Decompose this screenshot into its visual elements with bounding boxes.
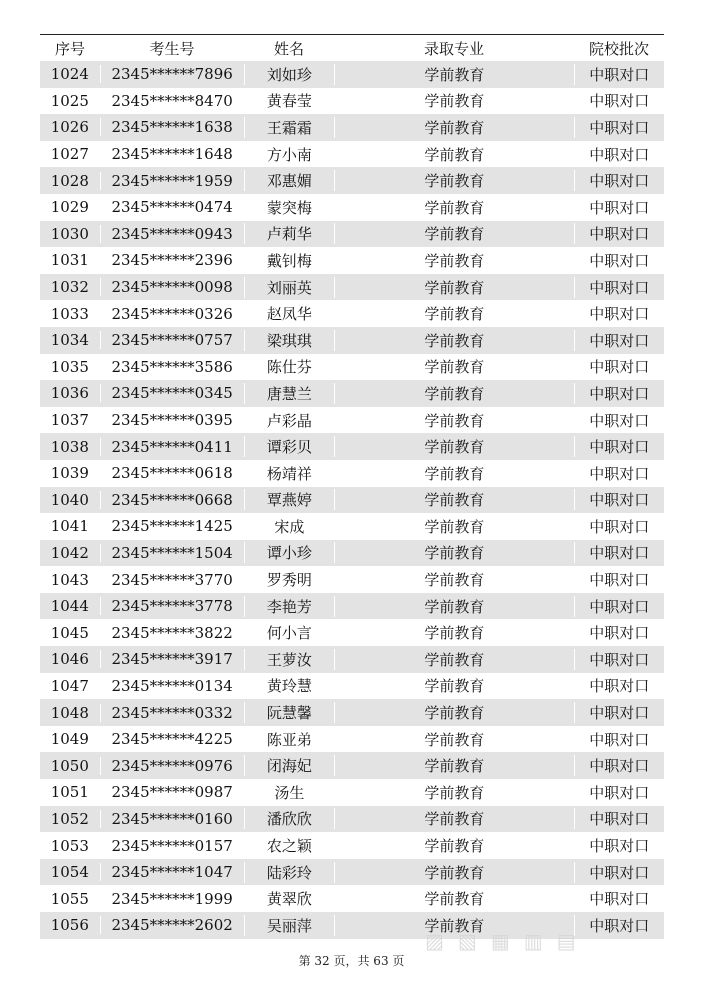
table-row bbox=[40, 407, 664, 434]
cell-name: 黄玲慧 bbox=[244, 675, 334, 696]
cell-exam-id: 2345******3770 bbox=[100, 571, 244, 589]
cell-seq: 1027 bbox=[50, 145, 89, 164]
header-major: 录取专业 bbox=[423, 39, 484, 58]
cell-exam-id: 2345******0411 bbox=[100, 438, 244, 456]
cell-seq: 1044 bbox=[50, 597, 89, 616]
cell-exam-id: 2345******0134 bbox=[100, 677, 244, 695]
cell-name: 陆彩玲 bbox=[244, 862, 334, 883]
table-row bbox=[40, 380, 664, 407]
cell-name: 陈仕芬 bbox=[244, 356, 334, 377]
cell-name: 覃燕婷 bbox=[244, 489, 334, 510]
page-footer: 第 32 页，共 63 页 bbox=[298, 954, 405, 968]
cell-seq: 1037 bbox=[50, 411, 89, 430]
cell-name: 潘欣欣 bbox=[244, 808, 334, 829]
table-row bbox=[40, 673, 664, 700]
cell-batch: 中职对口 bbox=[574, 223, 664, 244]
cell-major: 学前教育 bbox=[334, 436, 573, 457]
table-row bbox=[40, 779, 664, 806]
cell-name: 陈亚弟 bbox=[244, 729, 334, 750]
table-body bbox=[40, 61, 664, 939]
cell-seq: 1055 bbox=[50, 889, 89, 908]
cell-seq: 1025 bbox=[50, 91, 89, 110]
cell-name: 唐慧兰 bbox=[244, 383, 334, 404]
cell-major: 学前教育 bbox=[334, 808, 573, 829]
cell-major: 学前教育 bbox=[334, 702, 573, 723]
cell-major: 学前教育 bbox=[334, 596, 573, 617]
cell-batch: 中职对口 bbox=[574, 649, 664, 670]
cell-major: 学前教育 bbox=[334, 888, 573, 909]
table-row bbox=[40, 540, 664, 567]
cell-exam-id: 2345******0757 bbox=[100, 331, 244, 349]
cell-exam-id: 2345******7896 bbox=[100, 65, 244, 83]
watermark-glyph: ▨ bbox=[425, 929, 446, 953]
table-header-row bbox=[40, 35, 664, 61]
table-row bbox=[40, 726, 664, 753]
cell-major: 学前教育 bbox=[334, 542, 573, 563]
cell-seq: 1034 bbox=[50, 331, 89, 350]
cell-name: 方小南 bbox=[244, 144, 334, 165]
cell-batch: 中职对口 bbox=[574, 489, 664, 510]
cell-exam-id: 2345******0976 bbox=[100, 757, 244, 775]
cell-batch: 中职对口 bbox=[574, 622, 664, 643]
cell-batch: 中职对口 bbox=[574, 356, 664, 377]
cell-exam-id: 2345******8470 bbox=[100, 92, 244, 110]
cell-major: 学前教育 bbox=[334, 675, 573, 696]
watermark-glyph: ▥ bbox=[523, 929, 545, 953]
cell-exam-id: 2345******3822 bbox=[100, 624, 244, 642]
table-row bbox=[40, 619, 664, 646]
cell-name: 谭小珍 bbox=[244, 542, 334, 563]
cell-name: 刘丽英 bbox=[244, 277, 334, 298]
cell-major: 学前教育 bbox=[334, 516, 573, 537]
cell-batch: 中职对口 bbox=[574, 436, 664, 457]
cell-exam-id: 2345******0157 bbox=[100, 837, 244, 855]
cell-batch: 中职对口 bbox=[574, 702, 664, 723]
cell-seq: 1050 bbox=[50, 756, 89, 775]
cell-seq: 1051 bbox=[50, 783, 89, 802]
cell-seq: 1038 bbox=[50, 437, 89, 456]
cell-seq: 1048 bbox=[50, 703, 89, 722]
cell-name: 吴丽萍 bbox=[244, 915, 334, 936]
table-row bbox=[40, 646, 664, 673]
table-row bbox=[40, 460, 664, 487]
cell-seq: 1042 bbox=[50, 543, 89, 562]
cell-seq: 1054 bbox=[50, 863, 89, 882]
table-row bbox=[40, 167, 664, 194]
cell-name: 农之颖 bbox=[244, 835, 334, 856]
cell-batch: 中职对口 bbox=[574, 675, 664, 696]
cell-name: 阮慧馨 bbox=[244, 702, 334, 723]
cell-major: 学前教育 bbox=[334, 835, 573, 856]
cell-seq: 1053 bbox=[50, 836, 89, 855]
watermark-glyph: ▧ bbox=[457, 929, 479, 953]
cell-name: 蒙突梅 bbox=[244, 197, 334, 218]
cell-name: 刘如珍 bbox=[244, 64, 334, 85]
cell-batch: 中职对口 bbox=[574, 64, 664, 85]
cell-exam-id: 2345******0098 bbox=[100, 278, 244, 296]
cell-name: 罗秀明 bbox=[244, 569, 334, 590]
cell-name: 闭海妃 bbox=[244, 755, 334, 776]
cell-exam-id: 2345******0395 bbox=[100, 411, 244, 429]
cell-major: 学前教育 bbox=[334, 622, 573, 643]
cell-exam-id: 2345******1047 bbox=[100, 863, 244, 881]
cell-major: 学前教育 bbox=[334, 223, 573, 244]
header-seq: 序号 bbox=[54, 39, 85, 58]
table-row bbox=[40, 513, 664, 540]
cell-exam-id: 2345******0987 bbox=[100, 783, 244, 801]
cell-name: 戴钊梅 bbox=[244, 250, 334, 271]
table-row bbox=[40, 61, 664, 88]
cell-seq: 1056 bbox=[50, 916, 89, 935]
table-row bbox=[40, 247, 664, 274]
watermark bbox=[425, 928, 665, 954]
cell-batch: 中职对口 bbox=[574, 463, 664, 484]
cell-name: 谭彩贝 bbox=[244, 436, 334, 457]
cell-major: 学前教育 bbox=[334, 330, 573, 351]
table-row bbox=[40, 752, 664, 779]
table-row bbox=[40, 806, 664, 833]
table-row bbox=[40, 221, 664, 248]
cell-major: 学前教育 bbox=[334, 250, 573, 271]
cell-seq: 1030 bbox=[50, 224, 89, 243]
watermark-glyph: ▦ bbox=[490, 929, 512, 953]
cell-major: 学前教育 bbox=[334, 64, 573, 85]
cell-exam-id: 2345******3778 bbox=[100, 597, 244, 615]
header-batch: 院校批次 bbox=[588, 39, 649, 58]
cell-batch: 中职对口 bbox=[574, 808, 664, 829]
cell-exam-id: 2345******0345 bbox=[100, 384, 244, 402]
cell-major: 学前教育 bbox=[334, 197, 573, 218]
cell-seq: 1046 bbox=[50, 650, 89, 669]
cell-major: 学前教育 bbox=[334, 90, 573, 111]
table-row bbox=[40, 274, 664, 301]
cell-batch: 中职对口 bbox=[574, 170, 664, 191]
cell-major: 学前教育 bbox=[334, 277, 573, 298]
table-row bbox=[40, 88, 664, 115]
cell-batch: 中职对口 bbox=[574, 330, 664, 351]
cell-seq: 1024 bbox=[50, 65, 89, 84]
cell-major: 学前教育 bbox=[334, 170, 573, 191]
table-row bbox=[40, 487, 664, 514]
cell-name: 卢莉华 bbox=[244, 223, 334, 244]
cell-batch: 中职对口 bbox=[574, 915, 664, 936]
cell-major: 学前教育 bbox=[334, 729, 573, 750]
cell-seq: 1033 bbox=[50, 304, 89, 323]
cell-batch: 中职对口 bbox=[574, 862, 664, 883]
cell-name: 黄翠欣 bbox=[244, 888, 334, 909]
cell-seq: 1036 bbox=[50, 384, 89, 403]
cell-seq: 1026 bbox=[50, 118, 89, 137]
table-row bbox=[40, 566, 664, 593]
cell-exam-id: 2345******0943 bbox=[100, 225, 244, 243]
cell-batch: 中职对口 bbox=[574, 410, 664, 431]
cell-major: 学前教育 bbox=[334, 410, 573, 431]
table-row bbox=[40, 433, 664, 460]
cell-exam-id: 2345******3586 bbox=[100, 358, 244, 376]
cell-name: 杨靖祥 bbox=[244, 463, 334, 484]
cell-name: 卢彩晶 bbox=[244, 410, 334, 431]
cell-batch: 中职对口 bbox=[574, 250, 664, 271]
cell-batch: 中职对口 bbox=[574, 569, 664, 590]
table-row bbox=[40, 593, 664, 620]
table-row bbox=[40, 194, 664, 221]
cell-exam-id: 2345******1648 bbox=[100, 145, 244, 163]
cell-seq: 1031 bbox=[50, 251, 89, 270]
cell-name: 黄春莹 bbox=[244, 90, 334, 111]
cell-major: 学前教育 bbox=[334, 463, 573, 484]
table-row bbox=[40, 354, 664, 381]
cell-major: 学前教育 bbox=[334, 782, 573, 803]
cell-exam-id: 2345******1959 bbox=[100, 172, 244, 190]
cell-batch: 中职对口 bbox=[574, 835, 664, 856]
table-row bbox=[40, 699, 664, 726]
cell-major: 学前教育 bbox=[334, 915, 573, 936]
cell-exam-id: 2345******0668 bbox=[100, 491, 244, 509]
cell-name: 梁琪琪 bbox=[244, 330, 334, 351]
cell-seq: 1049 bbox=[50, 730, 89, 749]
cell-name: 宋成 bbox=[244, 516, 334, 537]
cell-exam-id: 2345******2396 bbox=[100, 251, 244, 269]
cell-seq: 1028 bbox=[50, 171, 89, 190]
header-exam-id: 考生号 bbox=[149, 39, 195, 58]
cell-batch: 中职对口 bbox=[574, 729, 664, 750]
cell-major: 学前教育 bbox=[334, 569, 573, 590]
cell-batch: 中职对口 bbox=[574, 596, 664, 617]
cell-name: 汤生 bbox=[244, 782, 334, 803]
cell-batch: 中职对口 bbox=[574, 303, 664, 324]
cell-major: 学前教育 bbox=[334, 144, 573, 165]
table-row bbox=[40, 832, 664, 859]
cell-batch: 中职对口 bbox=[574, 277, 664, 298]
cell-seq: 1052 bbox=[50, 809, 89, 828]
table-row bbox=[40, 141, 664, 168]
cell-batch: 中职对口 bbox=[574, 755, 664, 776]
cell-exam-id: 2345******3917 bbox=[100, 650, 244, 668]
cell-exam-id: 2345******1999 bbox=[100, 890, 244, 908]
cell-major: 学前教育 bbox=[334, 117, 573, 138]
cell-exam-id: 2345******1425 bbox=[100, 517, 244, 535]
cell-batch: 中职对口 bbox=[574, 782, 664, 803]
cell-name: 李艳芳 bbox=[244, 596, 334, 617]
cell-name: 王霜霜 bbox=[244, 117, 334, 138]
cell-batch: 中职对口 bbox=[574, 90, 664, 111]
cell-seq: 1041 bbox=[50, 517, 89, 536]
cell-exam-id: 2345******0474 bbox=[100, 198, 244, 216]
admission-list-table bbox=[40, 34, 664, 939]
cell-exam-id: 2345******0332 bbox=[100, 704, 244, 722]
cell-exam-id: 2345******0618 bbox=[100, 464, 244, 482]
table-row bbox=[40, 300, 664, 327]
table-row bbox=[40, 885, 664, 912]
cell-seq: 1045 bbox=[50, 623, 89, 642]
cell-name: 邓惠媚 bbox=[244, 170, 334, 191]
cell-major: 学前教育 bbox=[334, 862, 573, 883]
cell-seq: 1032 bbox=[50, 278, 89, 297]
cell-major: 学前教育 bbox=[334, 356, 573, 377]
cell-major: 学前教育 bbox=[334, 303, 573, 324]
cell-major: 学前教育 bbox=[334, 383, 573, 404]
header-name: 姓名 bbox=[273, 39, 304, 58]
cell-seq: 1043 bbox=[50, 570, 89, 589]
cell-name: 何小言 bbox=[244, 622, 334, 643]
cell-batch: 中职对口 bbox=[574, 197, 664, 218]
cell-major: 学前教育 bbox=[334, 489, 573, 510]
cell-major: 学前教育 bbox=[334, 649, 573, 670]
cell-exam-id: 2345******1638 bbox=[100, 118, 244, 136]
cell-seq: 1029 bbox=[50, 198, 89, 217]
cell-batch: 中职对口 bbox=[574, 888, 664, 909]
cell-batch: 中职对口 bbox=[574, 516, 664, 537]
cell-seq: 1040 bbox=[50, 490, 89, 509]
cell-batch: 中职对口 bbox=[574, 383, 664, 404]
watermark-glyph: ▤ bbox=[556, 929, 578, 953]
cell-batch: 中职对口 bbox=[574, 117, 664, 138]
cell-name: 王萝汝 bbox=[244, 649, 334, 670]
cell-exam-id: 2345******0160 bbox=[100, 810, 244, 828]
cell-batch: 中职对口 bbox=[574, 542, 664, 563]
cell-major: 学前教育 bbox=[334, 755, 573, 776]
cell-name: 赵凤华 bbox=[244, 303, 334, 324]
cell-seq: 1035 bbox=[50, 357, 89, 376]
cell-exam-id: 2345******1504 bbox=[100, 544, 244, 562]
cell-exam-id: 2345******0326 bbox=[100, 305, 244, 323]
table-row bbox=[40, 114, 664, 141]
table-row bbox=[40, 327, 664, 354]
cell-exam-id: 2345******2602 bbox=[100, 916, 244, 934]
cell-exam-id: 2345******4225 bbox=[100, 730, 244, 748]
cell-seq: 1039 bbox=[50, 464, 89, 483]
cell-batch: 中职对口 bbox=[574, 144, 664, 165]
cell-seq: 1047 bbox=[50, 676, 89, 695]
table-row bbox=[40, 859, 664, 886]
